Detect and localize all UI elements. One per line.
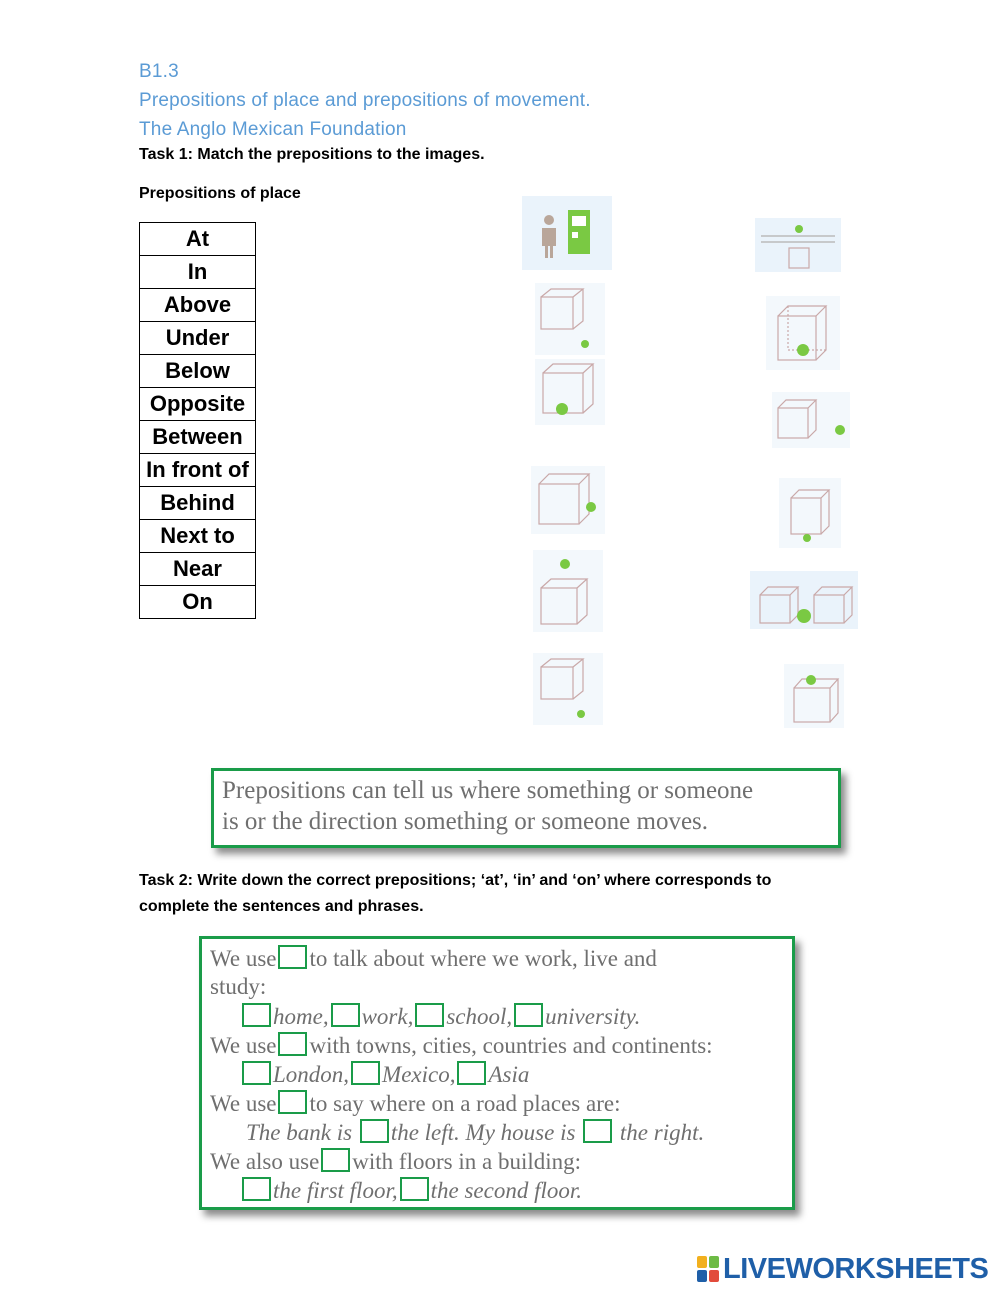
image-below[interactable] bbox=[533, 653, 603, 725]
image-in-front-of[interactable] bbox=[535, 359, 605, 425]
image-between[interactable] bbox=[750, 571, 858, 629]
line-text: university. bbox=[545, 1004, 641, 1029]
line-text: London, bbox=[273, 1062, 350, 1087]
task1-subheading: Prepositions of place bbox=[139, 185, 301, 202]
preposition-cell[interactable]: At bbox=[140, 223, 256, 256]
answer-gap[interactable] bbox=[331, 1003, 360, 1027]
preposition-cell[interactable]: On bbox=[140, 586, 256, 619]
preposition-cell[interactable]: In front of bbox=[140, 454, 256, 487]
answer-gap[interactable] bbox=[400, 1177, 429, 1201]
info-line: is or the direction something or someone moves. bbox=[222, 808, 709, 835]
answer-gap[interactable] bbox=[278, 1090, 307, 1114]
worksheet-title: Prepositions of place and prepositions of movement. bbox=[139, 90, 591, 111]
line-text: work, bbox=[361, 1004, 414, 1029]
exercise-line bbox=[240, 1177, 582, 1204]
exercise-line bbox=[210, 1090, 620, 1117]
image-at[interactable] bbox=[522, 196, 612, 270]
table-row bbox=[140, 322, 256, 355]
exercise-line bbox=[210, 1148, 581, 1175]
preposition-cell[interactable]: Opposite bbox=[140, 388, 256, 421]
line-text: the second floor. bbox=[430, 1178, 583, 1203]
line-text: with towns, cities, countries and continents: bbox=[309, 1033, 713, 1058]
answer-gap[interactable] bbox=[457, 1061, 486, 1085]
line-text: the first floor, bbox=[273, 1178, 398, 1203]
image-near[interactable] bbox=[535, 283, 605, 355]
image-above[interactable] bbox=[533, 550, 603, 632]
line-text: home, bbox=[273, 1004, 329, 1029]
table-row bbox=[140, 487, 256, 520]
worksheet-code: B1.3 bbox=[139, 61, 179, 82]
answer-gap[interactable] bbox=[415, 1003, 444, 1027]
table-row bbox=[140, 586, 256, 619]
prepositions-table bbox=[139, 222, 256, 619]
logo-text: LIVEWORKSHEETS bbox=[723, 1252, 989, 1285]
table-row bbox=[140, 256, 256, 289]
answer-gap[interactable] bbox=[242, 1061, 271, 1085]
exercise-line bbox=[210, 945, 657, 972]
exercise-line bbox=[210, 1032, 713, 1059]
preposition-cell[interactable]: Above bbox=[140, 289, 256, 322]
institution-name: The Anglo Mexican Foundation bbox=[139, 119, 407, 140]
line-text: the left. My house is bbox=[390, 1120, 576, 1145]
preposition-cell[interactable]: Near bbox=[140, 553, 256, 586]
table-row bbox=[140, 520, 256, 553]
table-row bbox=[140, 553, 256, 586]
image-opposite[interactable] bbox=[772, 392, 850, 448]
exercise-box bbox=[199, 936, 795, 1210]
answer-gap[interactable] bbox=[360, 1119, 389, 1143]
answer-gap[interactable] bbox=[278, 945, 307, 969]
line-text: with floors in a building: bbox=[352, 1149, 582, 1174]
answer-gap[interactable] bbox=[351, 1061, 380, 1085]
answer-gap[interactable] bbox=[242, 1177, 271, 1201]
table-row bbox=[140, 223, 256, 256]
exercise-line bbox=[240, 1061, 529, 1088]
table-row bbox=[140, 388, 256, 421]
info-line: Prepositions can tell us where something or someone bbox=[222, 777, 754, 804]
line-text: Asia bbox=[488, 1062, 530, 1087]
table-row bbox=[140, 289, 256, 322]
answer-gap[interactable] bbox=[242, 1003, 271, 1027]
line-text: We use bbox=[210, 1091, 277, 1116]
answer-gap[interactable] bbox=[514, 1003, 543, 1027]
line-text: to say where on a road places are: bbox=[309, 1091, 621, 1116]
answer-gap[interactable] bbox=[278, 1032, 307, 1056]
line-text: We use bbox=[210, 946, 277, 971]
logo-mark-icon bbox=[697, 1256, 719, 1282]
line-text: The bank is bbox=[246, 1120, 353, 1145]
exercise-line: study: bbox=[210, 974, 267, 999]
task2-instruction: Task 2: Write down the correct prepositions; ‘at’, ‘in’ and ‘on’ where corresponds to complete the sentences and phrases. bbox=[139, 872, 772, 915]
preposition-cell[interactable]: Behind bbox=[140, 487, 256, 520]
image-under[interactable] bbox=[779, 478, 841, 548]
image-on[interactable] bbox=[755, 218, 841, 272]
preposition-cell[interactable]: Below bbox=[140, 355, 256, 388]
preposition-cell[interactable]: Between bbox=[140, 421, 256, 454]
line-text: We also use bbox=[210, 1149, 320, 1174]
liveworksheets-logo[interactable] bbox=[697, 1254, 988, 1284]
line-text: Mexico, bbox=[382, 1062, 456, 1087]
task1-instruction: Task 1: Match the prepositions to the images. bbox=[139, 146, 485, 163]
image-behind[interactable] bbox=[784, 664, 844, 728]
image-next-to[interactable] bbox=[531, 466, 605, 534]
line-text: the right. bbox=[619, 1120, 705, 1145]
table-row bbox=[140, 454, 256, 487]
exercise-line bbox=[240, 1003, 640, 1030]
preposition-cell[interactable]: Under bbox=[140, 322, 256, 355]
line-text: school, bbox=[446, 1004, 513, 1029]
preposition-cell[interactable]: Next to bbox=[140, 520, 256, 553]
info-box bbox=[211, 768, 841, 848]
line-text: to talk about where we work, live and bbox=[309, 946, 657, 971]
table-row bbox=[140, 421, 256, 454]
image-in[interactable] bbox=[766, 296, 840, 370]
table-row bbox=[140, 355, 256, 388]
exercise-line bbox=[246, 1119, 704, 1146]
line-text: We use bbox=[210, 1033, 277, 1058]
preposition-cell[interactable]: In bbox=[140, 256, 256, 289]
answer-gap[interactable] bbox=[321, 1148, 350, 1172]
answer-gap[interactable] bbox=[583, 1119, 612, 1143]
